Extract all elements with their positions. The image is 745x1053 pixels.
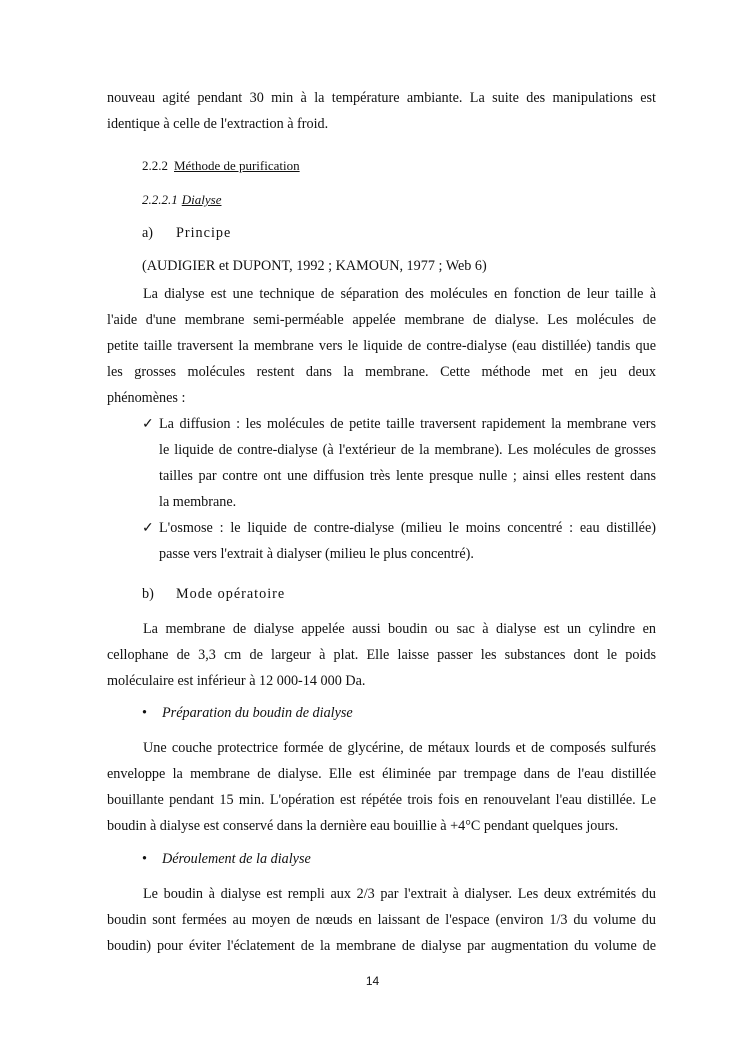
heading-title: Mode opératoire xyxy=(176,586,286,602)
paragraph-principe xyxy=(107,281,656,411)
section-heading-2-2-2-1 xyxy=(142,192,221,208)
text-line: boudin à dialyse est conservé dans la dernière eau bouillie à +4°C pendant quelques jours. xyxy=(107,818,619,834)
bullet-dot-icon: • xyxy=(142,705,147,721)
text-line: L'osmose : le liquide de contre-dialyse (milieu le moins concentré : eau distillée) xyxy=(159,520,656,536)
text-line: La diffusion : les molécules de petite taille traversent rapidement la membrane vers xyxy=(159,416,656,432)
paragraph-deroulement xyxy=(107,881,656,959)
text-line: Une couche protectrice formée de glycérine, de métaux lourds et de composés sulfurés xyxy=(143,740,656,756)
text-line: bouillante pendant 15 min. L'opération est répétée trois fois en renouvelant l'eau distillée. Le xyxy=(107,792,656,808)
bullet-preparation xyxy=(142,705,353,722)
heading-letter: b) xyxy=(142,586,154,602)
text-line: la membrane. xyxy=(159,494,237,510)
section-title: Dialyse xyxy=(181,192,222,207)
bullet-title: Déroulement de la dialyse xyxy=(162,851,311,867)
text-line: La dialyse est une technique de séparation des molécules en fonction de leur taille à xyxy=(143,286,656,302)
section-number: 2.2.2 xyxy=(142,158,168,173)
text-line: nouveau agité pendant 30 min à la température ambiante. La suite des manipulations est xyxy=(107,90,656,106)
text-line: enveloppe la membrane de dialyse. Elle est éliminée par trempage dans de l'eau distillée xyxy=(107,766,656,782)
text-line: petite taille traversent la membrane vers le liquide de contre-dialyse (eau distillée) tandis que xyxy=(107,338,656,354)
text-line: tailles par contre ont une diffusion très lente presque nulle ; ainsi elles restent dans xyxy=(159,468,656,484)
paragraph-continuation xyxy=(107,85,656,137)
bullet-deroulement xyxy=(142,851,311,868)
references-line: (AUDIGIER et DUPONT, 1992 ; KAMOUN, 1977 ; Web 6) xyxy=(142,258,487,274)
text-line: moléculaire est inférieur à 12 000-14 000 Da. xyxy=(107,673,366,689)
text-line: identique à celle de l'extraction à froid. xyxy=(107,116,329,132)
text-line: l'aide d'une membrane semi-perméable appelée membrane de dialyse. Les molécules de xyxy=(107,312,656,328)
heading-title: Principe xyxy=(176,225,232,241)
text-line: passe vers l'extrait à dialyser (milieu le plus concentré). xyxy=(159,546,474,562)
text-line: cellophane de 3,3 cm de largeur à plat. Elle laisse passer les substances dont le poids xyxy=(107,647,656,663)
text-line: le liquide de contre-dialyse (à l'extérieur de la membrane). Les molécules de grosses xyxy=(159,442,656,458)
heading-principe xyxy=(142,225,231,242)
checkmark-icon: ✓ xyxy=(142,416,154,432)
text-line: boudin) pour éviter l'éclatement de la membrane de dialyse par augmentation du volume de xyxy=(107,938,656,954)
bullet-title: Préparation du boudin de dialyse xyxy=(162,705,353,721)
paragraph-preparation xyxy=(107,735,656,839)
bullet-dot-icon: • xyxy=(142,851,147,867)
checklist-item-diffusion xyxy=(142,411,656,515)
page-number: 14 xyxy=(365,974,380,988)
section-heading-2-2-2 xyxy=(142,158,300,174)
text-line: Le boudin à dialyse est rempli aux 2/3 par l'extrait à dialyser. Les deux extrémités du xyxy=(143,886,656,902)
text-line: les grosses molécules restent dans la membrane. Cette méthode met en jeu deux xyxy=(107,364,656,380)
text-line: phénomènes : xyxy=(107,390,186,406)
text-line: La membrane de dialyse appelée aussi boudin ou sac à dialyse est un cylindre en xyxy=(143,621,656,637)
paragraph-mode-operatoire xyxy=(107,616,656,694)
checkmark-icon: ✓ xyxy=(142,520,154,536)
text-line: boudin sont fermées au moyen de nœuds en laissant de l'espace (environ 1/3 du volume du xyxy=(107,912,656,928)
section-number: 2.2.2.1 xyxy=(142,192,178,207)
heading-letter: a) xyxy=(142,225,154,241)
checklist-item-osmose xyxy=(142,515,656,567)
section-title: Méthode de purification xyxy=(174,158,300,173)
heading-mode-operatoire xyxy=(142,586,285,603)
